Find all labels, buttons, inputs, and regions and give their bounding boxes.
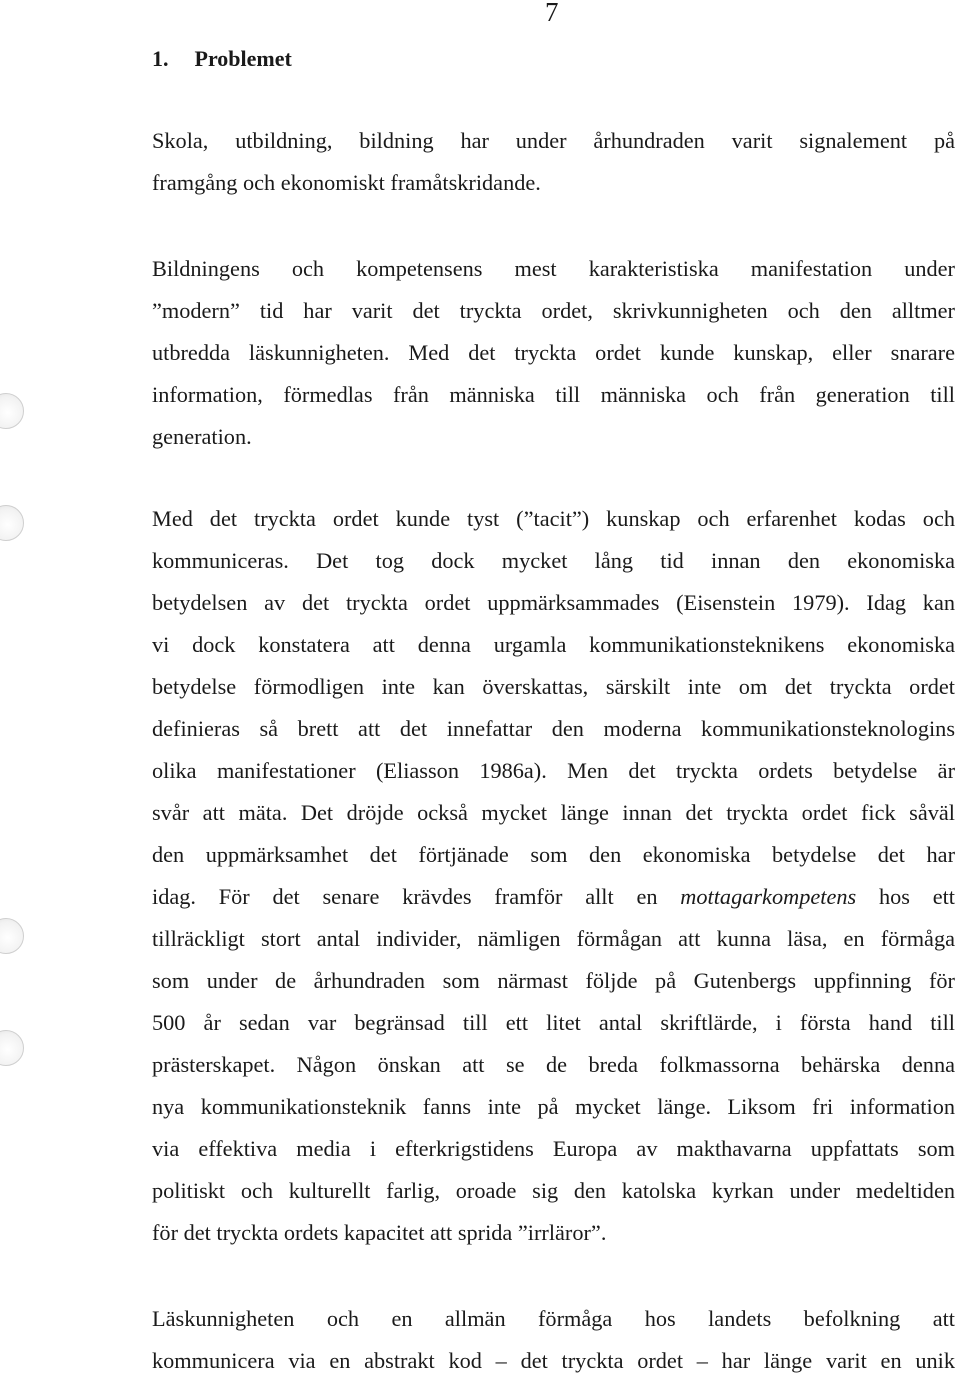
paragraph-1 xyxy=(152,120,955,204)
paragraph-line: 500 år sedan var begränsad till ett litet antal skriftlärde, i första hand till xyxy=(152,1010,955,1035)
section-heading xyxy=(152,44,292,74)
paragraph-line: utbredda läskunnigheten. Med det tryckta ordet kunde kunskap, eller snarare xyxy=(152,340,955,365)
paragraph-line: tillräckligt stort antal individer, nämligen förmågan att kunna läsa, en förmåga xyxy=(152,926,955,951)
paragraph-line: nya kommunikationsteknik fanns inte på mycket länge. Liksom fri information xyxy=(152,1094,955,1119)
paragraph-line: framgång och ekonomiskt framåtskridande. xyxy=(152,170,541,195)
paragraph-4 xyxy=(152,1298,955,1382)
paragraph-line: Skola, utbildning, bildning har under århundraden varit signalement på xyxy=(152,128,955,153)
paragraph-line: via effektiva media i efterkrigstidens Europa av makthavarna uppfattats som xyxy=(152,1136,955,1161)
binder-hole-3 xyxy=(0,918,24,954)
paragraph-line: olika manifestationer (Eliasson 1986a). Men det tryckta ordets betydelse är xyxy=(152,758,955,783)
paragraph-line: kommunicera via en abstrakt kod – det tryckta ordet – har länge varit en unik xyxy=(152,1348,955,1373)
paragraph-line: betydelse förmodligen inte kan överskattas, särskilt inte om det tryckta ordet xyxy=(152,674,955,699)
paragraph-line: svår att mäta. Det dröjde också mycket länge innan det tryckta ordet fick såväl xyxy=(152,800,955,825)
paragraph-line: vi dock konstatera att denna urgamla kommunikationsteknikens ekonomiska xyxy=(152,632,955,657)
paragraph-line: kommuniceras. Det tog dock mycket lång tid innan den ekonomiska xyxy=(152,548,955,573)
emphasized-term: mottagarkompetens xyxy=(680,884,857,909)
paragraph-line: ”modern” tid har varit det tryckta ordet, skrivkunnigheten och den alltmer xyxy=(152,298,955,323)
paragraph-line: Läskunnigheten och en allmän förmåga hos landets befolkning att xyxy=(152,1306,955,1331)
page-number: 7 xyxy=(545,0,559,27)
binder-hole-1 xyxy=(0,393,24,429)
paragraph-line: definieras så brett att det innefattar den moderna kommunikationsteknologins xyxy=(152,716,955,741)
paragraph-line: information, förmedlas från människa till människa och från generation till xyxy=(152,382,955,407)
section-number: 1. xyxy=(152,46,169,71)
paragraph-line: politiskt och kulturellt farlig, oroade sig den katolska kyrkan under medeltiden xyxy=(152,1178,955,1203)
paragraph-line: för det tryckta ordets kapacitet att sprida ”irrläror”. xyxy=(152,1220,607,1245)
binder-hole-4 xyxy=(0,1030,24,1066)
paragraph-2 xyxy=(152,248,955,458)
binder-hole-2 xyxy=(0,505,24,541)
paragraph-3 xyxy=(152,498,955,1254)
paragraph-line: Bildningens och kompetensens mest karakteristiska manifestation under xyxy=(152,256,955,281)
paragraph-line: Med det tryckta ordet kunde tyst (”tacit”) kunskap och erfarenhet kodas och xyxy=(152,506,955,531)
paragraph-line: som under de århundraden som närmast följde på Gutenbergs uppfinning för xyxy=(152,968,955,993)
paragraph-line: generation. xyxy=(152,424,252,449)
section-title: Problemet xyxy=(194,46,292,71)
paragraph-line: betydelsen av det tryckta ordet uppmärksammades (Eisenstein 1979). Idag kan xyxy=(152,590,955,615)
paragraph-line: den uppmärksamhet det förtjänade som den ekonomiska betydelse det har xyxy=(152,842,955,867)
paragraph-line: prästerskapet. Någon önskan att se de breda folkmassorna behärska denna xyxy=(152,1052,955,1077)
paragraph-line-with-emphasis: idag. För det senare krävdes framför allt en mottagarkompetens hos ett xyxy=(152,884,955,909)
